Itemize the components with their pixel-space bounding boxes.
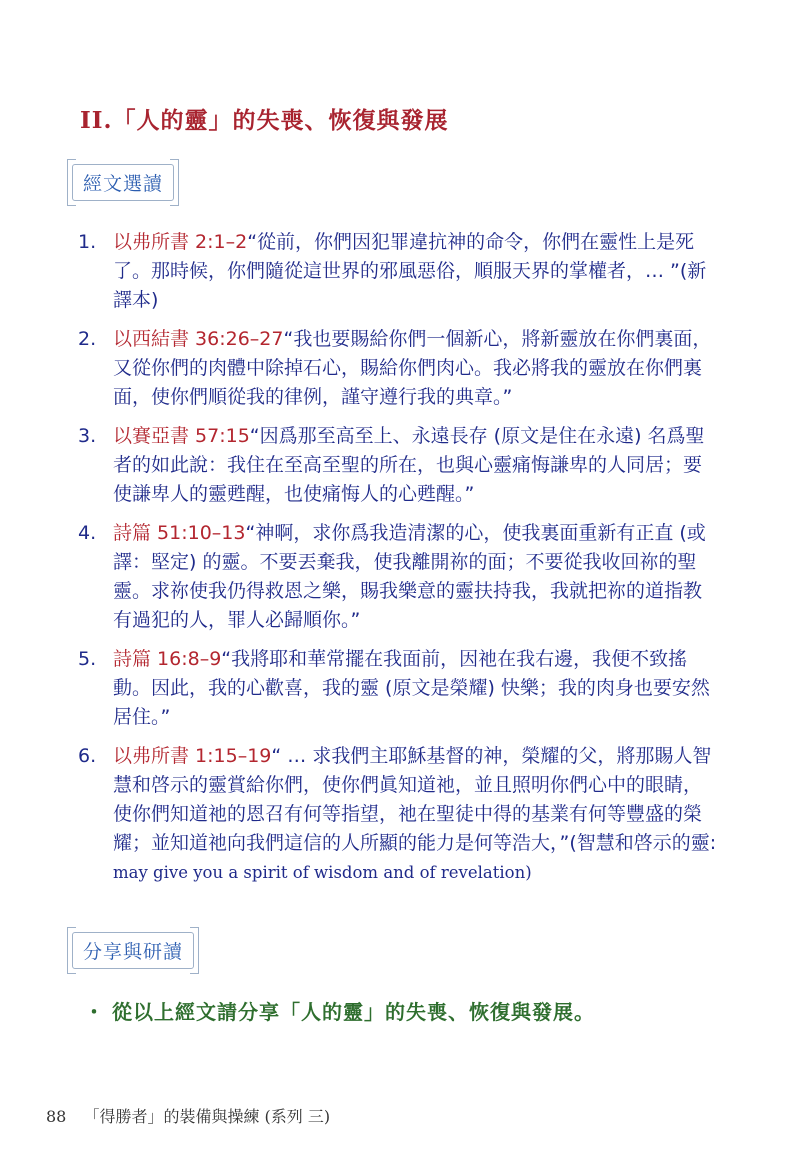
section-title: II.「人的靈」的失喪、恢復與發展 xyxy=(80,107,449,134)
verse-number: 1. xyxy=(78,231,97,253)
verse-list xyxy=(78,228,718,897)
page-footer xyxy=(46,1104,330,1127)
verse-item xyxy=(78,422,718,509)
verse-reference: 以弗所書 2:1–2 xyxy=(113,231,248,253)
verse-text: “因爲那至高至上、永遠長存 (原文是住在永遠) 名爲聖者的如此說：我住在至高至聖的所在，也與心靈痛悔謙卑的人同居；要使謙卑人的靈甦醒，也使痛悔人的心甦醒。” xyxy=(113,425,705,505)
bullet-dot: ・ xyxy=(84,1000,105,1024)
scripture-reading-label xyxy=(72,160,174,204)
verse-item xyxy=(78,742,718,887)
verse-text: “神啊，求你爲我造清潔的心，使我裏面重新有正直 (或譯：堅定) 的靈。不要丟棄我，使我離開祢的面；不要從我收回祢的聖靈。求祢使我仍得救恩之樂，賜我樂意的靈扶持我，我就把祢的道指教有過犯的人，罪人必歸順你。” xyxy=(113,522,706,631)
verse-text: “ … 求我們主耶穌基督的神，榮耀的父，將那賜人智慧和啓示的靈賞給你們，使你們眞知道祂，並且照明你們心中的眼睛，使你們知道祂的恩召有何等指望，祂在聖徒中得的基業有何等豐盛的榮耀；並知道祂向我們這信的人所顯的能力是何等浩大，”(智慧和啓示的靈: xyxy=(113,745,717,854)
discussion-prompt xyxy=(84,996,595,1025)
verse-item xyxy=(78,645,718,732)
book-title: 「得勝者」的裝備與操練 (系列 三) xyxy=(83,1107,331,1126)
verse-reference: 詩篇 51:10–13 xyxy=(113,522,246,544)
verse-item xyxy=(78,325,718,412)
verse-reference: 以弗所書 1:15–19 xyxy=(113,745,272,767)
sharing-study-label-text: 分享與研讀 xyxy=(72,932,194,969)
verse-reference: 詩篇 16:8–9 xyxy=(113,648,222,670)
verse-text: “從前，你們因犯罪違抗神的命令，你們在靈性上是死了。那時候，你們隨從這世界的邪風惡俗，順服天界的掌權者，… ”(新譯本) xyxy=(113,231,707,311)
verse-number: 2. xyxy=(78,328,97,350)
verse-number: 3. xyxy=(78,425,97,447)
verse-item xyxy=(78,228,718,315)
verse-reference: 以賽亞書 57:15 xyxy=(113,425,250,447)
verse-number: 5. xyxy=(78,648,97,670)
verse-number: 4. xyxy=(78,522,97,544)
verse-item xyxy=(78,519,718,635)
sharing-study-label xyxy=(72,928,194,972)
page-number: 88 xyxy=(46,1107,67,1126)
verse-reference: 以西結書 36:26–27 xyxy=(113,328,284,350)
verse-text: “我也要賜給你們一個新心，將新靈放在你們裏面，又從你們的肉體中除掉石心，賜給你們肉心。我必將我的靈放在你們裏面，使你們順從我的律例，謹守遵行我的典章。” xyxy=(113,328,712,408)
discussion-prompt-text: 從以上經文請分享「人的靈」的失喪、恢復與發展。 xyxy=(112,1000,595,1024)
verse-text: “我將耶和華常擺在我面前，因祂在我右邊，我便不致搖動。因此，我的心歡喜，我的靈 (原文是榮耀) 快樂；我的肉身也要安然居住。” xyxy=(113,648,710,728)
scripture-reading-label-text: 經文選讀 xyxy=(72,164,174,201)
verse-english-note: may give you a spirit of wisdom and of revelation) xyxy=(113,863,532,882)
verse-number: 6. xyxy=(78,745,97,767)
